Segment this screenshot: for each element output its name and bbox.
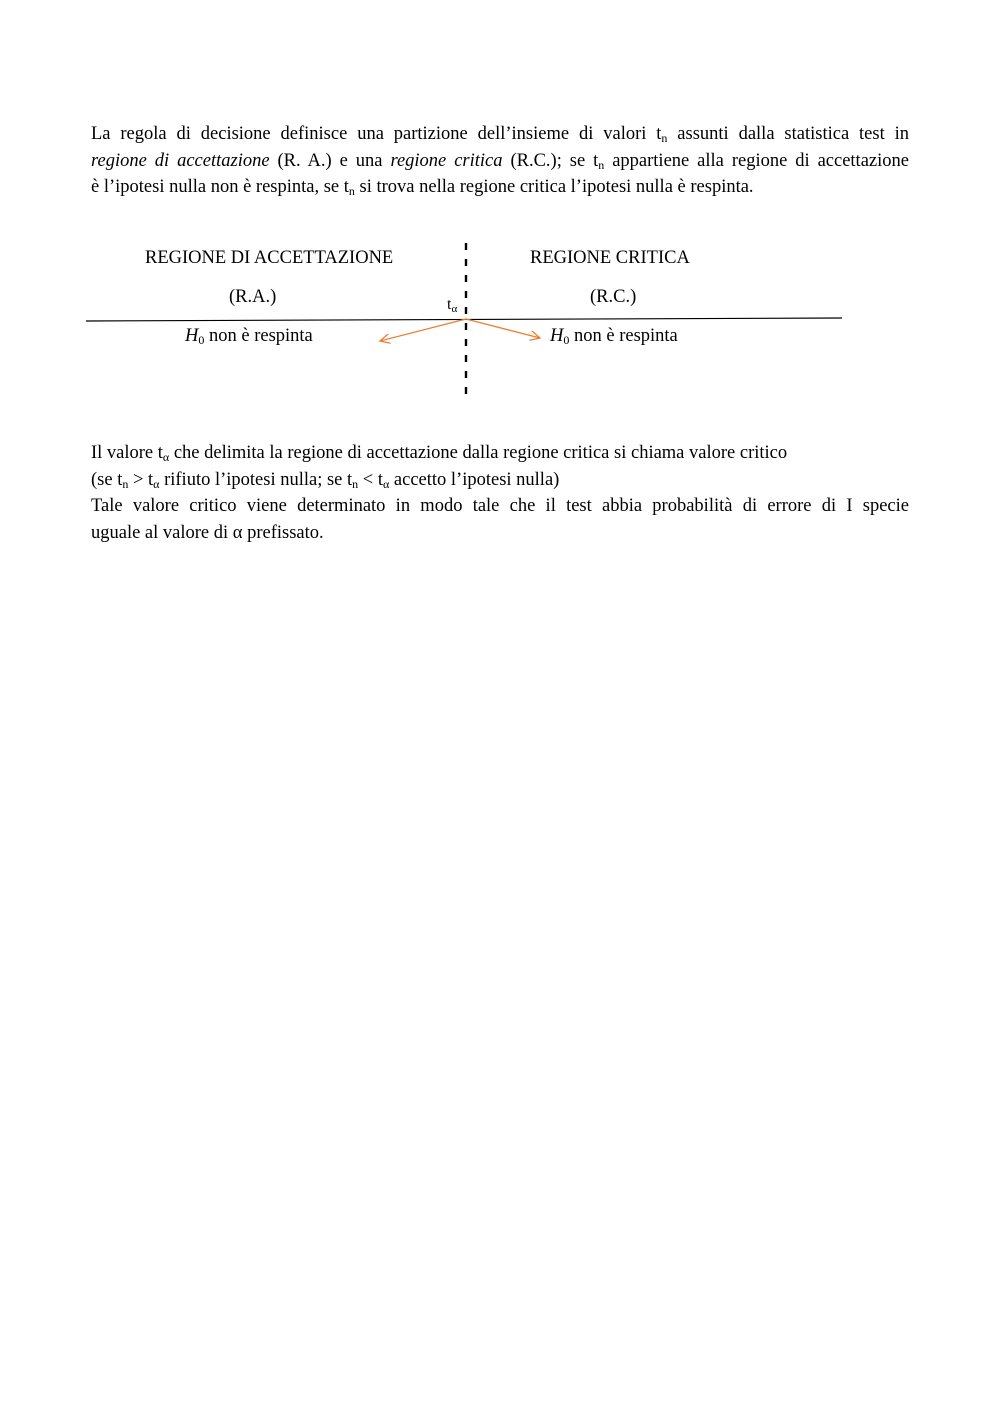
acceptance-region-outcome — [185, 326, 313, 347]
text-run: (R.C.); se t — [502, 150, 599, 171]
hypothesis-symbol: H — [185, 326, 199, 346]
intro-line-1 — [91, 121, 909, 148]
acceptance-region-abbr: (R.A.) — [229, 287, 277, 307]
text-run: La regola di decisione definisce una partizione dell’insieme di valori t — [91, 124, 662, 144]
acceptance-region-title: REGIONE DI ACCETTAZIONE — [145, 248, 394, 268]
subscript: n — [122, 476, 129, 491]
critical-line-3: Tale valore critico viene determinato in modo tale che il test abbia probabilità di errore di I specie — [91, 496, 909, 516]
right-arrow — [466, 319, 540, 338]
text-run: rifiuto l’ipotesi nulla; se t — [159, 469, 353, 490]
critical-value-paragraph — [91, 440, 909, 546]
subscript: n — [661, 131, 668, 145]
text-run: < t — [358, 469, 383, 490]
text-run: assunti dalla statistica test in — [667, 124, 910, 144]
subscript: 0 — [198, 333, 205, 347]
critical-region-outcome — [550, 326, 678, 347]
critical-value-label — [447, 296, 457, 314]
text-run: è l’ipotesi nulla non è respinta, se t — [91, 177, 349, 197]
critical-line-1 — [91, 440, 909, 467]
text-run: non è respinta — [569, 326, 678, 346]
text-run: che delimita la regione di accettazione dalla regione critica si chiama valore critico — [169, 443, 788, 463]
critical-region-abbr: (R.C.) — [590, 287, 637, 307]
text-run: accetto l’ipotesi nulla) — [389, 469, 560, 490]
subscript: n — [348, 184, 355, 198]
decision-rule-diagram — [0, 230, 1000, 410]
emphasis-acceptance-region: regione di accettazione — [91, 150, 270, 171]
left-arrow — [380, 319, 466, 341]
text-run: (se t — [91, 469, 123, 490]
intro-line-3 — [91, 174, 909, 201]
critical-region-title: REGIONE CRITICA — [530, 248, 690, 268]
text-run: non è respinta — [204, 326, 313, 346]
text-run: > t — [128, 469, 154, 490]
emphasis-critical-region: regione critica — [390, 150, 503, 171]
text-run: (R. A.) e una — [269, 150, 391, 171]
text-run: t — [447, 296, 452, 313]
subscript: n — [598, 157, 605, 172]
hypothesis-symbol: H — [550, 326, 564, 346]
text-run: appartiene alla regione di accettazione — [604, 150, 909, 171]
intro-line-2 — [91, 148, 909, 175]
subscript: α — [451, 303, 458, 315]
subscript: α — [162, 450, 170, 464]
subscript: 0 — [563, 333, 570, 347]
subscript: n — [352, 476, 359, 491]
subscript: α — [382, 476, 390, 491]
subscript: α — [153, 476, 160, 491]
text-run: si trova nella regione critica l’ipotesi nulla è respinta. — [354, 177, 754, 197]
critical-line-2 — [91, 467, 909, 494]
critical-line-4: uguale al valore di α prefissato. — [91, 522, 324, 543]
intro-paragraph — [91, 121, 909, 201]
text-run: Il valore t — [91, 443, 163, 463]
